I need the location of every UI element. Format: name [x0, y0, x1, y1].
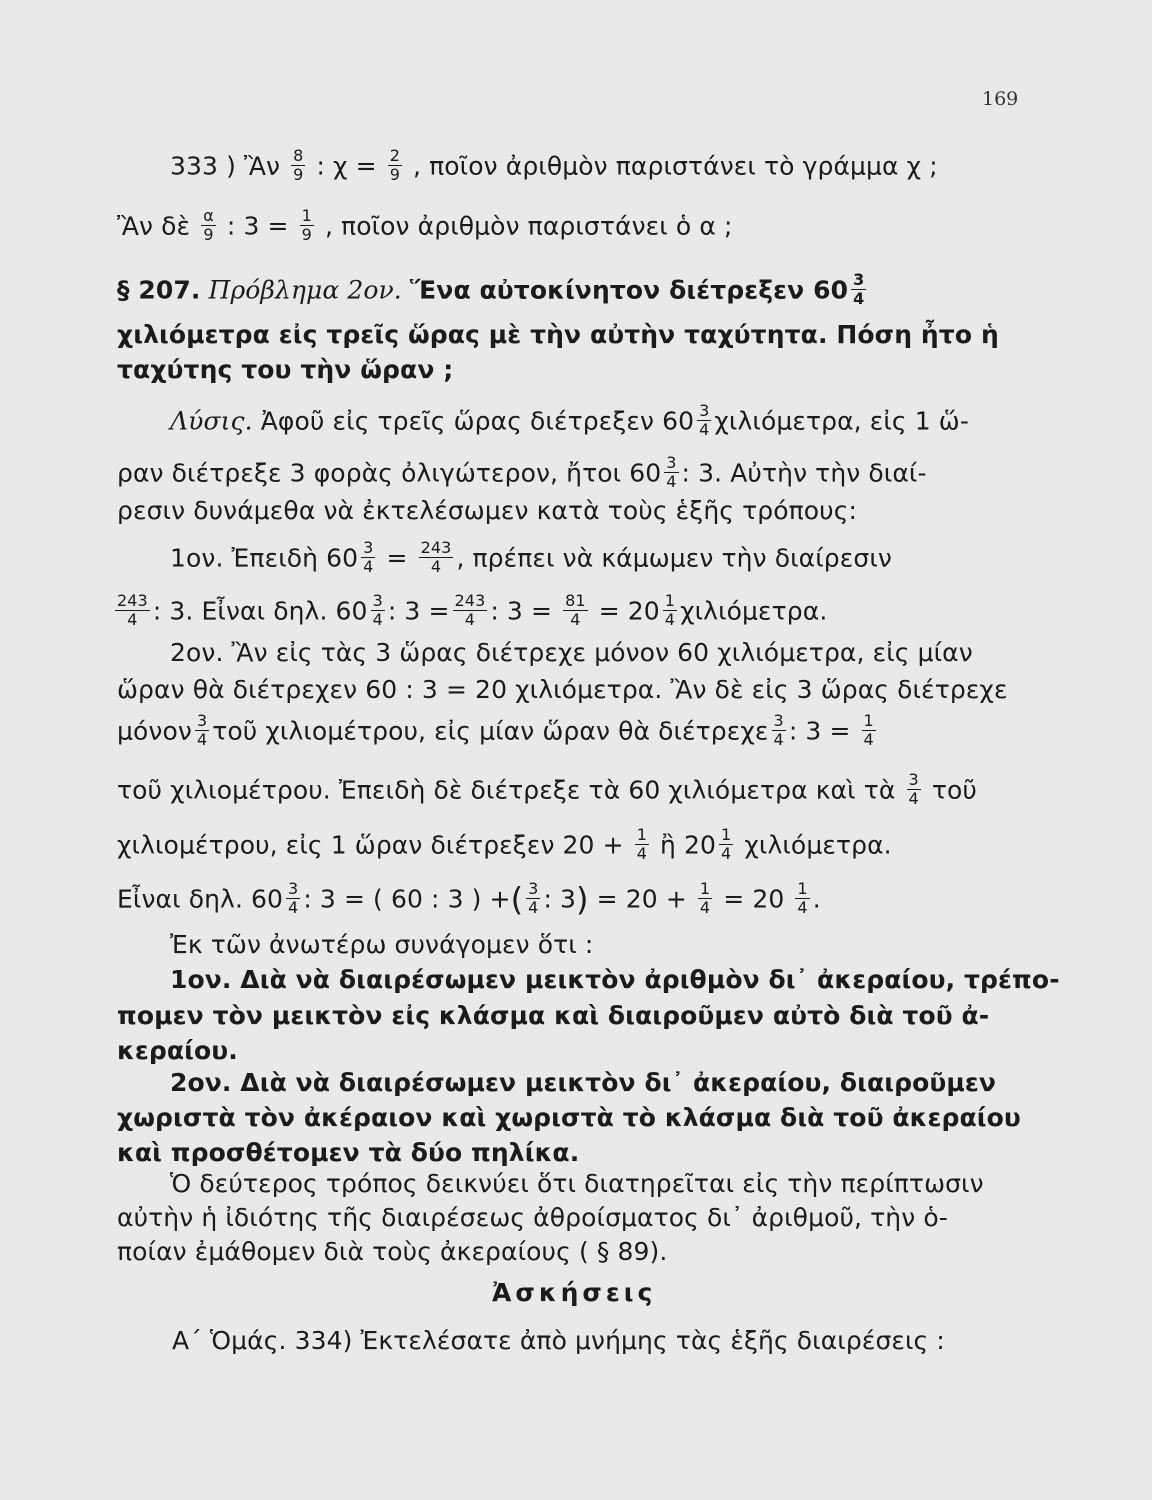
fraction: $\frac{3}{4}$	[372, 591, 383, 629]
text: : 3 =	[226, 211, 289, 241]
text: : 3 =	[788, 716, 851, 746]
text: = 20	[723, 884, 785, 914]
fraction: $\frac{3}{4}$	[666, 453, 677, 491]
text: Ἂν δὲ	[117, 211, 191, 241]
page-number: 169	[982, 88, 1019, 110]
fraction: $\frac{3}{4}$	[528, 879, 539, 917]
text: =	[386, 543, 408, 573]
text: τοῦ χιλιομέτρου, εἰς μίαν ὥραν θὰ διέτρεχε	[212, 716, 769, 746]
text: Εἶναι δηλ. 60	[117, 884, 284, 914]
exercise-334-text: 334) Ἐκτελέσατε ἀπὸ μνήμης τὰς ἑξῆς διαιρέσεις :	[294, 1326, 945, 1355]
fraction: $\frac{1}{4}$	[721, 825, 732, 863]
text: χιλιόμετρα, εἰς 1 ὥ-	[714, 406, 969, 436]
text: : 3. Αὐτὴν τὴν διαί-	[681, 458, 927, 488]
text: : χ =	[316, 151, 377, 181]
text: , πρέπει νὰ κάμωμεν τὴν διαίρεσιν	[456, 543, 892, 573]
text: ἢ 20	[660, 830, 717, 860]
text: μόνον	[117, 716, 192, 746]
text: : 3 =	[387, 596, 450, 626]
text: χιλιόμετρα.	[744, 830, 892, 860]
text: ραν διέτρεξε 3 φορὰς ὀλιγώτερον, ἤτοι 60	[117, 458, 662, 488]
section-number: § 207.	[117, 275, 201, 305]
text: τοῦ	[931, 775, 977, 805]
text: .	[812, 884, 821, 914]
text: 333 ) Ἂν	[170, 151, 281, 181]
text: : 3 =	[490, 596, 553, 626]
text: : 3. Εἶναι δηλ. 60	[152, 596, 368, 626]
fraction: $\frac{1}{4}$	[636, 825, 647, 863]
fraction: $\frac{1}{4}$	[664, 591, 676, 629]
text: 1ον. Ἐπειδὴ 60	[170, 543, 359, 573]
book-page: 169 333 ) Ἂν $\frac{8}{9}$ : χ = $\frac{2}{9}$ , ποῖον ἀριθμὸν παριστάνει τὸ γράμμα χ ; Ἂν δὲ $\frac{\alpha}{9}$ : 3 = $\frac{1}{9}$ , ποῖον ἀριθμὸν παριστάνει ὁ α ; § 207. Πρόβλημα 2ον. Ἕνα αὐτοκίνητον διέτρεξεν 60 $\frac{3}{4}$ χιλιόμετρα εἰς τρεῖς ὥρας μὲ τὴν αὐτὴν ταχύτητα. Πόση ἦτο ἡ ταχύτης του τὴν ὥραν ; Λύσις. Ἀφοῦ εἰς τρεῖς ὥρας διέτρεξεν 60 $\frac{3}{4}$ χιλιόμετρα, εἰς 1 ὥ- ραν διέτρεξε 3 φορὰς ὀλιγώτερον, ἤτοι 60 $\frac{3}{4}$ : 3. Αὐτὴν τὴν διαί- ρεσιν δυνάμεθα νὰ ἐκτελέσωμεν κατὰ τοὺς ἑξῆς τρόπους: 1ον. Ἐπειδὴ 60 $\frac{3}{4}$ = $\frac{243}{4}$ , πρέπει νὰ κάμωμεν τὴν διαίρεσιν $\frac{243}{4}$ : 3. Εἶναι δηλ. 60 $\frac{3}{4}$ : 3 = $\frac{243}{4}$ : 3 = $\frac{81}{4}$ = 20 $\frac{1}{4}$ χιλιόμετρα. 2ον. Ἂν εἰς τὰς 3 ὥρας διέτρεχε μόνον 60 χιλιόμετρα, εἰς μίαν ὥραν θὰ διέτρεχεν 60 : 3 = 20 χιλιόμετρα. Ἂν δὲ εἰς 3 ὥρας διέτρεχε μόνον $\frac{3}{4}$ τοῦ χιλιομέτρου, εἰς μίαν ὥραν θὰ διέτρεχε $\frac{3}{4}$ : 3 = $\frac{1}{4}$ τοῦ χιλιομέτρου. Ἐπειδὴ δὲ διέτρεξε τὰ 60 χιλιόμετρα καὶ τὰ $\frac{3}{4}$ τοῦ χιλιομέτρου, εἰς 1 ὥραν διέτρεξεν 20 + $\frac{1}{4}$ ἢ 20 $\frac{1}{4}$ χιλιόμετρα. Εἶναι δηλ. 60 $\frac{3}{4}$ : 3 = ( 60 : 3 ) +( $\frac{3}{4}$ : 3) = 20 + $\frac{1}{4}$ = 20 $\frac{1}{4}$ . Ἐκ τῶν ἀνωτέρω συνάγομεν ὅτι : 1ον. Διὰ νὰ διαιρέσωμεν μεικτὸν ἀριθμὸν δι᾽ ἀκεραίου, τρέπο- πομεν τὸν μεικτὸν εἰς κλάσμα καὶ διαιροῦμεν αὐτὸ διὰ τοῦ ἀ- κεραίου. 2ον. Διὰ νὰ διαιρέσωμεν μεικτὸν δι᾽ ἀκεραίου, διαιροῦμεν χωριστὰ τὸν ἀκέραιον καὶ χωριστὰ τὸ κλάσμα διὰ τοῦ ἀκεραίου καὶ προσθέτομεν τὰ δύο πηλίκα. Ὁ δεύτερος τρόπος δεικνύει ὅτι διατηρεῖται εἰς τὴν περίπτωσιν αὐτὴν ἡ ἰδιότης τῆς διαιρέσεως ἀθροίσματος δι᾽ ἀριθμοῦ, τὴν ὁ- ποίαν ἐμάθομεν διὰ τοὺς ἀκεραίους ( § 89). Ἀσκήσεις Α΄ Ὁμάς. 334) Ἐκτελέσατε ἀπὸ μνήμης τὰς ἑξῆς διαιρέσεις :	[117, 88, 1060, 1355]
text: : 3 = ( 60 : 3 ) +	[303, 884, 511, 914]
text: = 20 +	[596, 884, 687, 914]
fraction: $\frac{3}{4}$	[699, 401, 710, 439]
text: , ποῖον ἀριθμὸν παριστάνει ὁ α ;	[324, 211, 733, 241]
fraction: $\frac{3}{4}$	[196, 711, 208, 749]
text: , ποῖον ἀριθμὸν παριστάνει τὸ γράμμα χ ;	[413, 151, 938, 181]
text: Ἀφοῦ εἰς τρεῖς ὥρας διέτρεξεν 60	[260, 406, 695, 436]
fraction: $\frac{243}{4}$	[117, 591, 148, 629]
fraction: $\frac{2}{9}$	[389, 146, 400, 184]
fraction: $\frac{8}{9}$	[293, 146, 304, 184]
fraction: $\frac{81}{4}$	[565, 591, 586, 629]
section-label: Πρόβλημα 2ον.	[208, 275, 402, 305]
fraction: $\frac{3}{4}$	[773, 711, 784, 749]
text: χιλιόμετρα.	[680, 596, 828, 626]
fraction: $\frac{1}{4}$	[797, 879, 808, 917]
fraction: $\frac{1}{4}$	[863, 711, 874, 749]
text: τοῦ χιλιομέτρου. Ἐπειδὴ δὲ διέτρεξε τὰ 60 χιλιόμετρα καὶ τὰ	[117, 775, 896, 805]
problem-statement: Ἕνα αὐτοκίνητον διέτρεξεν 60	[409, 275, 849, 305]
solution-label: Λύσις.	[170, 406, 253, 436]
text: χιλιομέτρου, εἰς 1 ὥραν διέτρεξεν 20 +	[117, 830, 624, 860]
fraction: $\frac{1}{4}$	[699, 879, 711, 917]
fraction: $\frac{3}{4}$	[363, 538, 374, 576]
fraction: $\frac{243}{4}$	[454, 591, 486, 629]
text: : 3	[543, 884, 577, 914]
fraction: $\frac{3}{4}$	[853, 270, 865, 308]
fraction: $\frac{3}{4}$	[288, 879, 299, 917]
fraction: $\frac{243}{4}$	[420, 538, 452, 576]
text: = 20	[598, 596, 660, 626]
exercise-group-label: Α΄ Ὁμάς.	[172, 1326, 287, 1355]
fraction: $\frac{1}{9}$	[301, 206, 312, 244]
parenthesis: (	[510, 880, 524, 919]
fraction: $\frac{\alpha}{9}$	[203, 206, 214, 244]
parenthesis: )	[576, 880, 589, 919]
fraction: $\frac{3}{4}$	[908, 770, 919, 808]
